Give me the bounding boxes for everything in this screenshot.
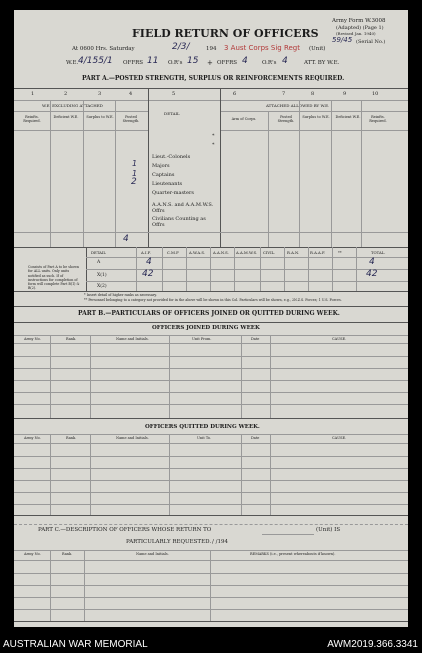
part-c-line1: PART C.—DESCRIPTION OF OFFICERS WHOSE RETURN TO	[38, 527, 212, 533]
note-ranks: * Insert detail of higher ranks as necessary.	[84, 293, 157, 297]
detail-col-aif: A.I.F.	[141, 250, 151, 255]
part-c-head-name: Name and Initials.	[136, 552, 169, 556]
form-title: FIELD RETURN OF OFFICERS	[132, 27, 319, 40]
ors2-label: O.R's	[262, 60, 277, 66]
detail-col-ran: R.A.N.	[287, 250, 300, 255]
col-number-6: 6	[233, 91, 237, 97]
part-c-date: / /194	[212, 539, 228, 545]
joined-head-cause: CAUSE.	[332, 337, 347, 341]
date-value: 2/3/	[172, 42, 190, 52]
aif-a-value: 4	[146, 257, 152, 267]
joined-head-army-no: Army No.	[24, 337, 41, 341]
form-sheet	[14, 10, 408, 627]
offrs-label: OFFRS	[123, 60, 144, 66]
part-a-title: PART A.—POSTED STRENGTH, SURPLUS OR REINFORCEMENTS REQUIRED.	[82, 75, 345, 82]
detail-side-note: Consists of Part A to be shown for ALL units. Only units notified as such. If of instructions for completion of form will complete Part B(1) & B(2).	[28, 265, 80, 291]
rank-quarter-masters: Quarter-masters	[152, 190, 194, 196]
ors2-value: 4	[282, 56, 288, 66]
joined-head-unit-from: Unit From.	[192, 337, 212, 341]
right-head-reinfts: Reinfts. Required.	[369, 115, 387, 123]
unit-label: (Unit)	[309, 46, 326, 52]
unit-value: 3 Aust Corps Sig Regt	[224, 44, 300, 52]
majors-value: 1	[132, 159, 138, 168]
posted-total-value: 4	[123, 234, 129, 244]
quitted-head-unit-to: Unit To.	[197, 436, 212, 440]
plus-sign: +	[207, 59, 213, 67]
part-c-head-army-no: Army No.	[24, 552, 41, 556]
col-number-7: 7	[282, 91, 286, 97]
army-form-number: Army Form W.3008	[332, 18, 386, 24]
note-other-personnel: ** Personnel belonging to a category not provided for in the above will be shown in this Col. Particulars will be shown, e.g., 2N.Z.S. Forces; 1 U.S. Forces.	[84, 298, 342, 302]
detail-row-a: A	[97, 260, 101, 265]
col-number-3: 3	[98, 91, 102, 97]
adapted-label: (Adapted) (Page 1)	[336, 25, 384, 31]
footer-accession-number: AWM2019.366.3341	[327, 639, 418, 650]
footer-institution: AUSTRALIAN WAR MEMORIAL	[3, 639, 148, 650]
serial-no-value: 59/45	[332, 36, 353, 44]
we-value: 4/155/1	[78, 56, 113, 66]
aif-x1-value: 42	[142, 269, 154, 279]
total-x1-value: 42	[366, 269, 378, 279]
detail-col-civil: CIVIL.	[263, 250, 276, 255]
part-c-line2: PARTICULARLY REQUESTED.	[126, 539, 212, 545]
left-head-deficient: Deficient W.E.	[53, 115, 79, 119]
captains-value: 1	[132, 169, 138, 178]
left-head-surplus: Surplus to W.E.	[86, 115, 114, 119]
star-marker: *	[212, 142, 215, 148]
star-marker: *	[212, 133, 215, 139]
right-head-surplus: Surplus to W.E.	[302, 115, 330, 119]
part-c-head-rank: Rank.	[62, 552, 73, 556]
col-number-9: 9	[343, 91, 347, 97]
detail-col-raaf: R.A.A.F.	[310, 250, 326, 255]
quitted-head-date: Date	[251, 436, 260, 440]
rank-lieut-colonels: Lieut.-Colonels	[152, 154, 191, 160]
col-number-8: 8	[311, 91, 315, 97]
quitted-head-army-no: Army No.	[24, 436, 41, 440]
detail-row-x1: X(1)	[97, 273, 107, 278]
serial-no-label: (Serial No.)	[356, 39, 386, 45]
detail-col-aamws: A.A.M.W.S.	[236, 250, 258, 255]
revised-label: (Revised Jan. 1940)	[336, 31, 376, 36]
joined-head-date: Date	[251, 337, 260, 341]
offrs2-label: OFFRS	[217, 60, 238, 66]
col-number-10: 10	[372, 91, 379, 97]
detail-col-aans: A.A.N.S.	[213, 250, 229, 255]
detail-col-detail: DETAIL	[91, 250, 106, 255]
rank-captains: Captains	[152, 172, 175, 178]
joined-head-name: Name and Initials.	[116, 337, 149, 341]
part-c-unit-is: (Unit) IS	[316, 527, 341, 533]
total-a-value: 4	[369, 257, 375, 267]
offrs2-value: 4	[242, 56, 248, 66]
we-excluding-attached-head: W.E. EXCLUDING ATTACHED	[42, 103, 103, 108]
right-head-arm: Arm of Corps.	[231, 117, 257, 121]
part-b-title: PART B.—PARTICULARS OF OFFICERS JOINED OR QUITTED DURING WEEK.	[78, 310, 340, 317]
quitted-title: OFFICERS QUITTED DURING WEEK.	[145, 424, 260, 430]
archive-footer	[0, 636, 422, 653]
detail-head: DETAIL	[164, 111, 180, 116]
joined-head-rank: Rank.	[66, 337, 77, 341]
ors-value: 15	[187, 56, 199, 66]
we-label: W.E.	[66, 60, 79, 66]
detail-row-x2: X(2)	[97, 284, 107, 289]
year-prefix: 194	[206, 46, 217, 52]
detail-col-other: **	[338, 250, 342, 255]
ors-label: O.R's	[168, 60, 183, 66]
detail-col-awas: A.W.A.S.	[189, 250, 206, 255]
rank-civilians: Civilians Counting as Offrs	[152, 216, 206, 229]
right-head-posted: Posted Strength.	[277, 115, 295, 123]
attached-allowed-head: ATTACHED ALLOWED BY W.E.	[266, 103, 330, 108]
lieutenants-value: 2	[131, 177, 137, 187]
rank-aans-aamws: A.A.N.S. and A.A.M.W.S. Offrs	[152, 202, 214, 215]
right-head-deficient: Deficient W.E.	[335, 115, 361, 119]
joined-title: OFFICERS JOINED DURING WEEK	[152, 325, 260, 331]
col-number-1: 1	[31, 91, 35, 97]
detail-col-total: TOTAL.	[371, 250, 386, 255]
col-number-2: 2	[64, 91, 68, 97]
att-by-we-label: ATT. BY W.E.	[304, 60, 340, 66]
quitted-head-name: Name and Initials.	[116, 436, 149, 440]
col-number-4: 4	[129, 91, 133, 97]
rank-lieutenants: Lieutenants	[152, 181, 183, 187]
col-number-5: 5	[172, 91, 176, 97]
quitted-head-cause: CAUSE.	[332, 436, 347, 440]
offrs-value: 11	[147, 56, 159, 66]
part-c-head-remarks: REMARKS (i.e., present whereabouts if known).	[250, 552, 336, 556]
quitted-head-rank: Rank.	[66, 436, 77, 440]
at-hours-label: At 0600 Hrs. Saturday	[72, 46, 135, 52]
left-head-posted: Posted Strength.	[122, 115, 140, 123]
rank-majors: Majors	[152, 163, 170, 169]
detail-col-cmf: C.M.F	[167, 250, 179, 255]
left-head-reinfts: Reinfts. Required.	[23, 115, 41, 123]
